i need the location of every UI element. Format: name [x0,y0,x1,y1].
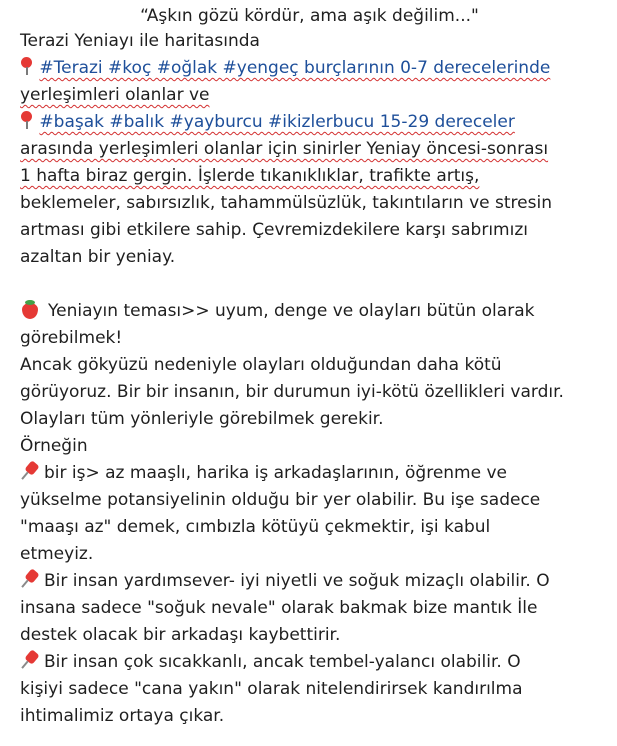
text-line: arasında yerleşimleri olanlar için sinirler Yeniay öncesi-sonrası [20,139,549,159]
text-line: yerleşimleri olanlar ve [20,85,210,105]
text-line: bir iş> az maaşlı, harika iş arkadaşlarının, öğrenme ve [20,460,609,487]
text-line: Örneğin [20,436,88,456]
text-line: Bir insan çok sıcakkanlı, ancak tembel-yalancı olabilir. O [20,649,609,676]
text-line: ihtimalimiz ortaya çıkar. [20,706,225,726]
text-line: Ancak gökyüzü nedeniyle olayları olduğundan daha kötü [20,355,502,375]
text-line: görüyoruz. Bir bir insanın, bir durumun iyi-kötü özellikleri vardır. [20,382,564,402]
text-line: beklemeler, sabırsızlık, tahammülsüzlük, takıntıların ve stresin [20,193,552,213]
hashtag-line: #başak #balık #yayburcu #ikizlerbucu 15-29 dereceler [39,112,515,132]
pushpin-icon [20,462,42,480]
text-line: görebilmek! [20,328,123,348]
text-line: yükselme potansiyelinin olduğu bir yer olabilir. Bu işe sadece [20,490,541,510]
text-line: Bir insan yardımsever- iyi niyetli ve soğuk mizaçlı olabilir. O [20,568,609,595]
text-line: etmeyiz. [20,544,94,564]
strawberry-icon [20,299,40,319]
text-line: Terazi Yeniayı ile haritasında [20,31,260,51]
text-line: artması gibi etkilere sahip. Çevremizdekilere karşı sabrımızı [20,220,528,240]
pushpin-icon [20,570,42,588]
text-line: Olayları tüm yönleriyle görebilmek gerekir. [20,409,384,429]
text-line: destek olacak bir arkadaşı kaybettirir. [20,625,341,645]
text-line: 1 hafta biraz gergin. İşlerde tıkanıklıklar, trafikte artış, [20,166,480,186]
quote-title: “Aşkın gözü kördür, ama aşık değilim..." [140,6,479,26]
hashtag-line: #Terazi #koç #oğlak #yengeç burçlarının 0-7 derecelerinde [39,58,551,78]
round-pushpin-icon [20,57,32,75]
text-line: Yeniayın teması>> uyum, denge ve olayları bütün olarak [20,298,609,325]
text-line [20,55,609,82]
paragraph-gap [20,271,609,298]
text-line: azaltan bir yeniay. [20,247,176,267]
text-line: insana sadece "soğuk nevale" olarak bakmak bize mantık İle [20,598,538,618]
text-line: "maaşı az" demek, cımbızla kötüyü çekmektir, işi kabul [20,517,491,537]
pushpin-icon [20,651,42,669]
round-pushpin-icon [20,111,32,129]
text-line: kişiyi sadece "cana yakın" olarak nitelendirirsek kandırılma [20,679,523,699]
text-line [20,109,609,136]
